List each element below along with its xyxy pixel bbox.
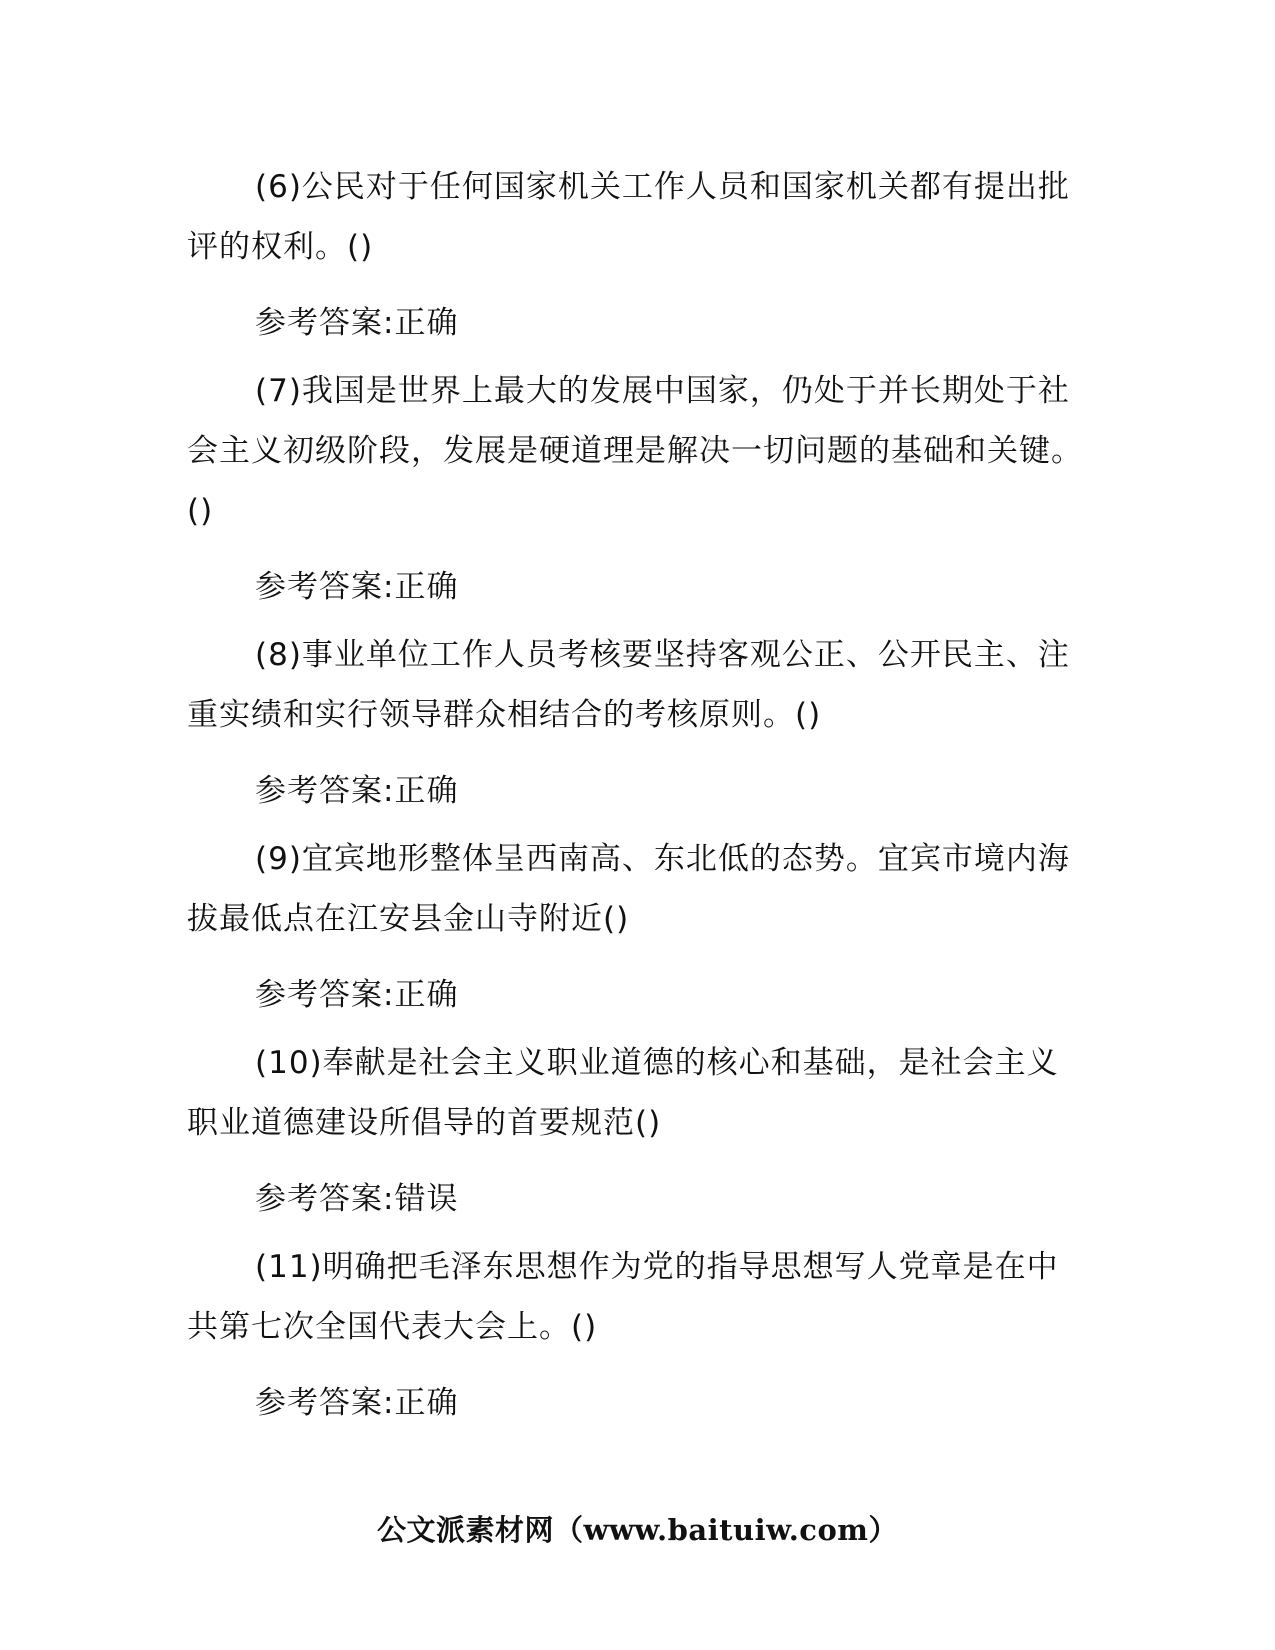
question-list <box>187 157 1087 1441</box>
answer-text-9: 参考答案:正确 <box>255 977 459 1013</box>
question-text-11: (11)明确把毛泽东思想作为党的指导思想写人党章是在中共第七次全国代表大会上。() <box>187 1249 1059 1345</box>
answer-text-8: 参考答案:正确 <box>255 773 459 809</box>
question-text-8: (8)事业单位工作人员考核要坚持客观公正、公开民主、注重实绩和实行领导群众相结合的考核原则。() <box>187 637 1070 733</box>
question-text-10: (10)奉献是社会主义职业道德的核心和基础，是社会主义职业道德建设所倡导的首要规范() <box>187 1045 1059 1141</box>
question-text-9: (9)宜宾地形整体呈西南高、东北低的态势。宜宾市境内海拔最低点在江安县金山寺附近() <box>187 841 1070 937</box>
answer-text-11: 参考答案:正确 <box>255 1385 459 1421</box>
page-footer: 公文派素材网（www.baituiw.com） <box>377 1513 898 1547</box>
answer-text-7: 参考答案:正确 <box>255 569 459 605</box>
question-text-6: (6)公民对于任何国家机关工作人员和国家机关都有提出批评的权利。() <box>187 169 1070 265</box>
question-text-7: (7)我国是世界上最大的发展中国家，仍处于并长期处于社会主义初级阶段，发展是硬道理是解决一切问题的基础和关键。() <box>187 373 1083 529</box>
answer-text-10: 参考答案:错误 <box>255 1181 459 1217</box>
answer-text-6: 参考答案:正确 <box>255 305 459 341</box>
